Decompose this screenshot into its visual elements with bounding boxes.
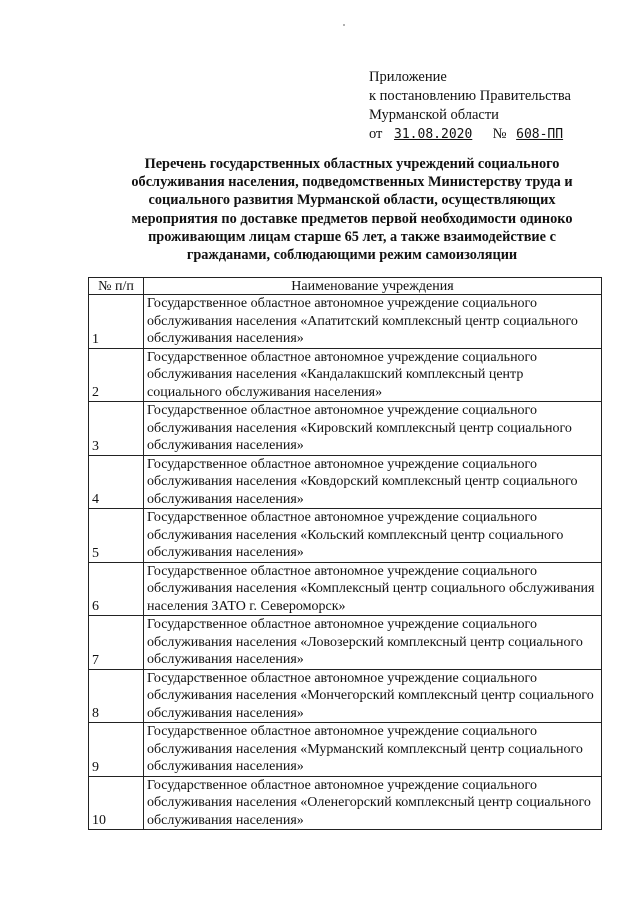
institution-name: Государственное областное автономное учреждение социального обслуживания населения «Кольский комплексный центр социального обслуживания населения»	[144, 509, 602, 563]
table-row	[89, 348, 602, 402]
institution-name: Государственное областное автономное учреждение социального обслуживания населения «Мурманский комплексный центр социального обслуживания населения»	[144, 723, 602, 777]
scan-speck	[343, 24, 345, 26]
institution-name: Государственное областное автономное учреждение социального обслуживания населения «Апатитский комплексный центр социального обслуживания населения»	[144, 295, 602, 349]
table-row	[89, 562, 602, 616]
appendix-heading: Приложение	[369, 69, 447, 85]
row-number: 8	[89, 669, 144, 723]
table-row	[89, 455, 602, 509]
from-label: от	[369, 126, 383, 142]
institution-name: Государственное областное автономное учреждение социального обслуживания населения «Мончегорский комплексный центр социального обслуживания населения»	[144, 669, 602, 723]
row-number: 6	[89, 562, 144, 616]
institution-name: Государственное областное автономное учреждение социального обслуживания населения «Оленегорский комплексный центр социального обслуживания населения»	[144, 776, 602, 830]
row-number: 1	[89, 295, 144, 349]
table-row	[89, 616, 602, 670]
number-label: №	[492, 126, 507, 142]
row-number: 7	[89, 616, 144, 670]
appendix-date-line	[369, 125, 619, 144]
table-row	[89, 402, 602, 456]
resolution-number: 608-ПП	[516, 127, 564, 142]
resolution-date: 31.08.2020	[394, 127, 473, 142]
row-number: 3	[89, 402, 144, 456]
table-row	[89, 776, 602, 830]
row-number: 2	[89, 348, 144, 402]
institution-name: Государственное областное автономное учреждение социального обслуживания населения «Ловозерский комплексный центр социального обслуживания населения»	[144, 616, 602, 670]
appendix-reference: к постановлению Правительства	[369, 88, 571, 104]
appendix-region: Мурманской области	[369, 107, 499, 123]
institution-name: Государственное областное автономное учреждение социального обслуживания населения «Кандалакшский комплексный центр социального обслуживания населения»	[144, 348, 602, 402]
row-number: 9	[89, 723, 144, 777]
institution-name: Государственное областное автономное учреждение социального обслуживания населения «Комплексный центр социального обслуживания населения ЗАТО г. Североморск»	[144, 562, 602, 616]
table-row	[89, 295, 602, 349]
institution-name: Государственное областное автономное учреждение социального обслуживания населения «Ковдорский комплексный центр социального обслуживания населения»	[144, 455, 602, 509]
table-row	[89, 723, 602, 777]
row-number: 4	[89, 455, 144, 509]
institutions-table	[88, 277, 602, 830]
table-row	[89, 669, 602, 723]
institution-name: Государственное областное автономное учреждение социального обслуживания населения «Кировский комплексный центр социального обслуживания населения»	[144, 402, 602, 456]
row-number: 10	[89, 776, 144, 830]
header-number: № п/п	[89, 278, 144, 295]
document-title: Перечень государственных областных учреждений социального обслуживания населения, подведомственных Министерству труда и социального развития Мурманской области, осуществляющих мероприятия по доставке предметов первой необходимости одиноко проживающим лицам старше 65 лет, а также взаимодействие с гражданами, соблюдающими режим самоизоляции	[131, 156, 573, 264]
table-row	[89, 509, 602, 563]
appendix-block	[369, 68, 619, 144]
row-number: 5	[89, 509, 144, 563]
table-header-row	[89, 278, 602, 295]
table-body	[89, 295, 602, 830]
header-name: Наименование учреждения	[144, 278, 602, 295]
